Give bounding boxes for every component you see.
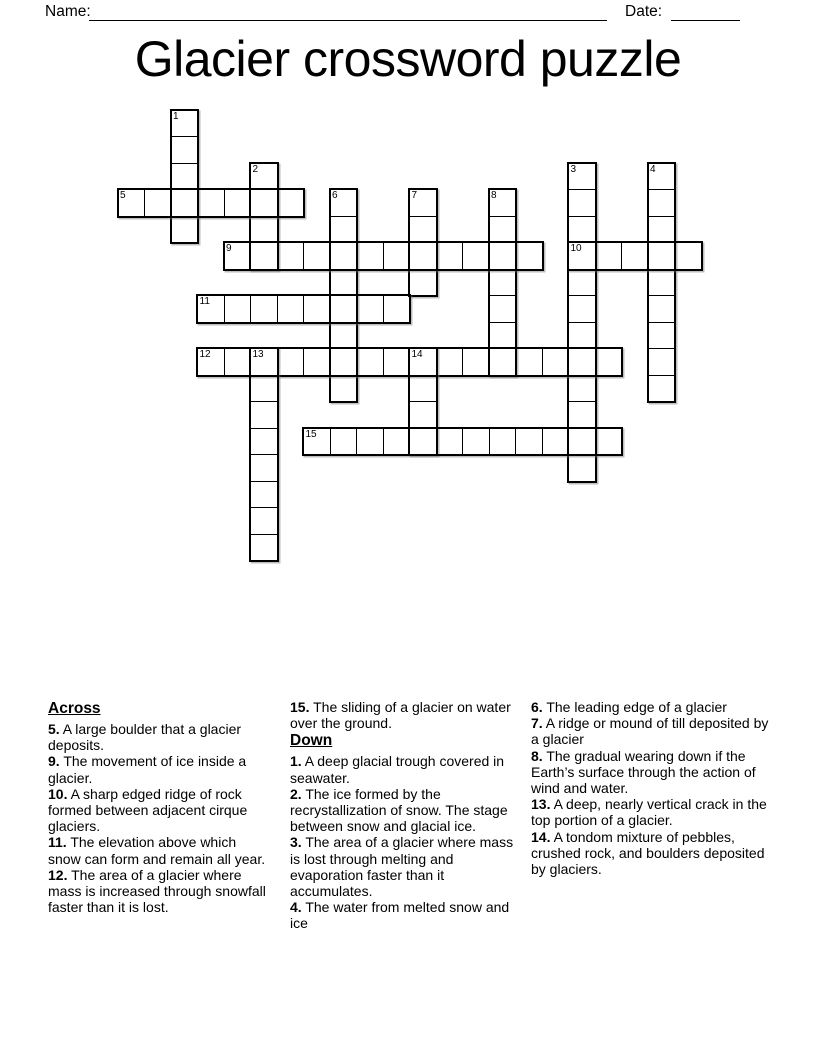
- clue-number: 14.: [531, 828, 551, 845]
- clue-item: [48, 867, 272, 916]
- clue-text: The water from melted snow and ice: [290, 899, 510, 932]
- cell-number: 15: [305, 428, 317, 440]
- clue-item: [531, 796, 771, 828]
- clue-number: 6.: [531, 699, 543, 715]
- clue-text: The area of a glacier where mass is lost through melting and evaporation faster than it accumulates.: [290, 834, 514, 900]
- clue-column-2: [290, 699, 526, 932]
- clue-number: 7.: [531, 715, 543, 732]
- clue-item: [48, 721, 272, 753]
- clue-item: [48, 834, 272, 866]
- word-outline-1-down: [170, 109, 200, 245]
- clue-item: [290, 834, 526, 899]
- across-header: Across: [48, 700, 101, 717]
- clue-number: 13.: [531, 796, 551, 813]
- cell-number: 1: [173, 110, 179, 122]
- cell-number: 12: [199, 349, 211, 360]
- clue-text: The leading edge of a glacier: [542, 699, 727, 715]
- cell-number: 5: [120, 190, 126, 201]
- clue-item: [531, 715, 771, 747]
- clue-item: [290, 899, 526, 931]
- clue-number: 1.: [290, 753, 302, 770]
- word-outline-15-across: [302, 427, 623, 457]
- cell-number: 14: [411, 349, 423, 360]
- clue-number: 15.: [290, 699, 310, 715]
- word-outline-5-across: [117, 188, 306, 218]
- clue-item: [531, 829, 771, 878]
- clue-number: 10.: [48, 785, 68, 802]
- clue-item: [531, 699, 771, 715]
- clue-item: [48, 753, 272, 785]
- clue-number: 11.: [48, 834, 67, 851]
- clue-number: 3.: [290, 834, 302, 851]
- clue-number: 8.: [531, 747, 543, 764]
- clue-column-3: [531, 699, 771, 877]
- down-header: Down: [290, 732, 333, 750]
- cell-number: 6: [332, 190, 338, 201]
- cell-number: 7: [411, 190, 418, 201]
- page-title: Glacier crossword puzzle: [134, 31, 682, 87]
- clue-number: 5.: [48, 721, 60, 737]
- clue-number: 12.: [48, 866, 68, 883]
- clue-text: A sharp edged ridge of rock formed between adjacent cirque glaciers.: [48, 785, 248, 835]
- cell-number: 4: [650, 163, 656, 175]
- cell-number: 11: [199, 296, 210, 307]
- clue-item: [290, 753, 526, 785]
- word-outline-13-down: [249, 347, 279, 562]
- cell-number: 10: [570, 243, 582, 254]
- word-outline-10-across: [567, 241, 703, 271]
- clue-number: 9.: [48, 753, 60, 770]
- cell-number: 2: [252, 163, 259, 175]
- cell-number: 3: [570, 163, 577, 175]
- clue-number: 2.: [290, 785, 302, 802]
- clue-item: [290, 786, 526, 835]
- clue-text: The ice formed by the recrystallization of snow. The stage between snow and glacial ice.: [290, 785, 508, 835]
- clue-text: A large boulder that a glacier deposits.: [48, 721, 242, 754]
- clue-item: [48, 786, 272, 835]
- clue-text: The gradual wearing down if the Earth’s surface through the action of wind and water.: [531, 747, 756, 797]
- clue-text: The elevation above which snow can form and remain all year.: [48, 834, 266, 867]
- name-label: Name:: [45, 3, 91, 20]
- cell-number: 13: [252, 349, 264, 360]
- clue-number: 4.: [290, 899, 302, 916]
- clue-text: A ridge or mound of till deposited by a glacier: [531, 715, 769, 748]
- clue-text: The sliding of a glacier on water over the ground.: [290, 699, 511, 732]
- clue-text: A tondom mixture of pebbles, crushed rock, and boulders deposited by glaciers.: [531, 828, 765, 878]
- clue-column-1: [48, 699, 272, 915]
- clue-item: [290, 699, 526, 731]
- word-outline-4-down: [647, 162, 677, 404]
- clue-text: A deep glacial trough covered in seawater.: [290, 753, 505, 786]
- word-outline-11-across: [196, 294, 411, 324]
- cell-number: 8: [491, 190, 497, 201]
- date-label: Date:: [625, 3, 663, 20]
- cell-number: 9: [226, 243, 232, 254]
- word-outline-9-across: [223, 241, 544, 271]
- clue-text: The movement of ice inside a glacier.: [48, 753, 247, 786]
- clue-text: A deep, nearly vertical crack in the top portion of a glacier.: [531, 796, 767, 829]
- clue-text: The area of a glacier where mass is increased through snowfall faster than it is lost.: [48, 866, 266, 916]
- clue-item: [531, 748, 771, 797]
